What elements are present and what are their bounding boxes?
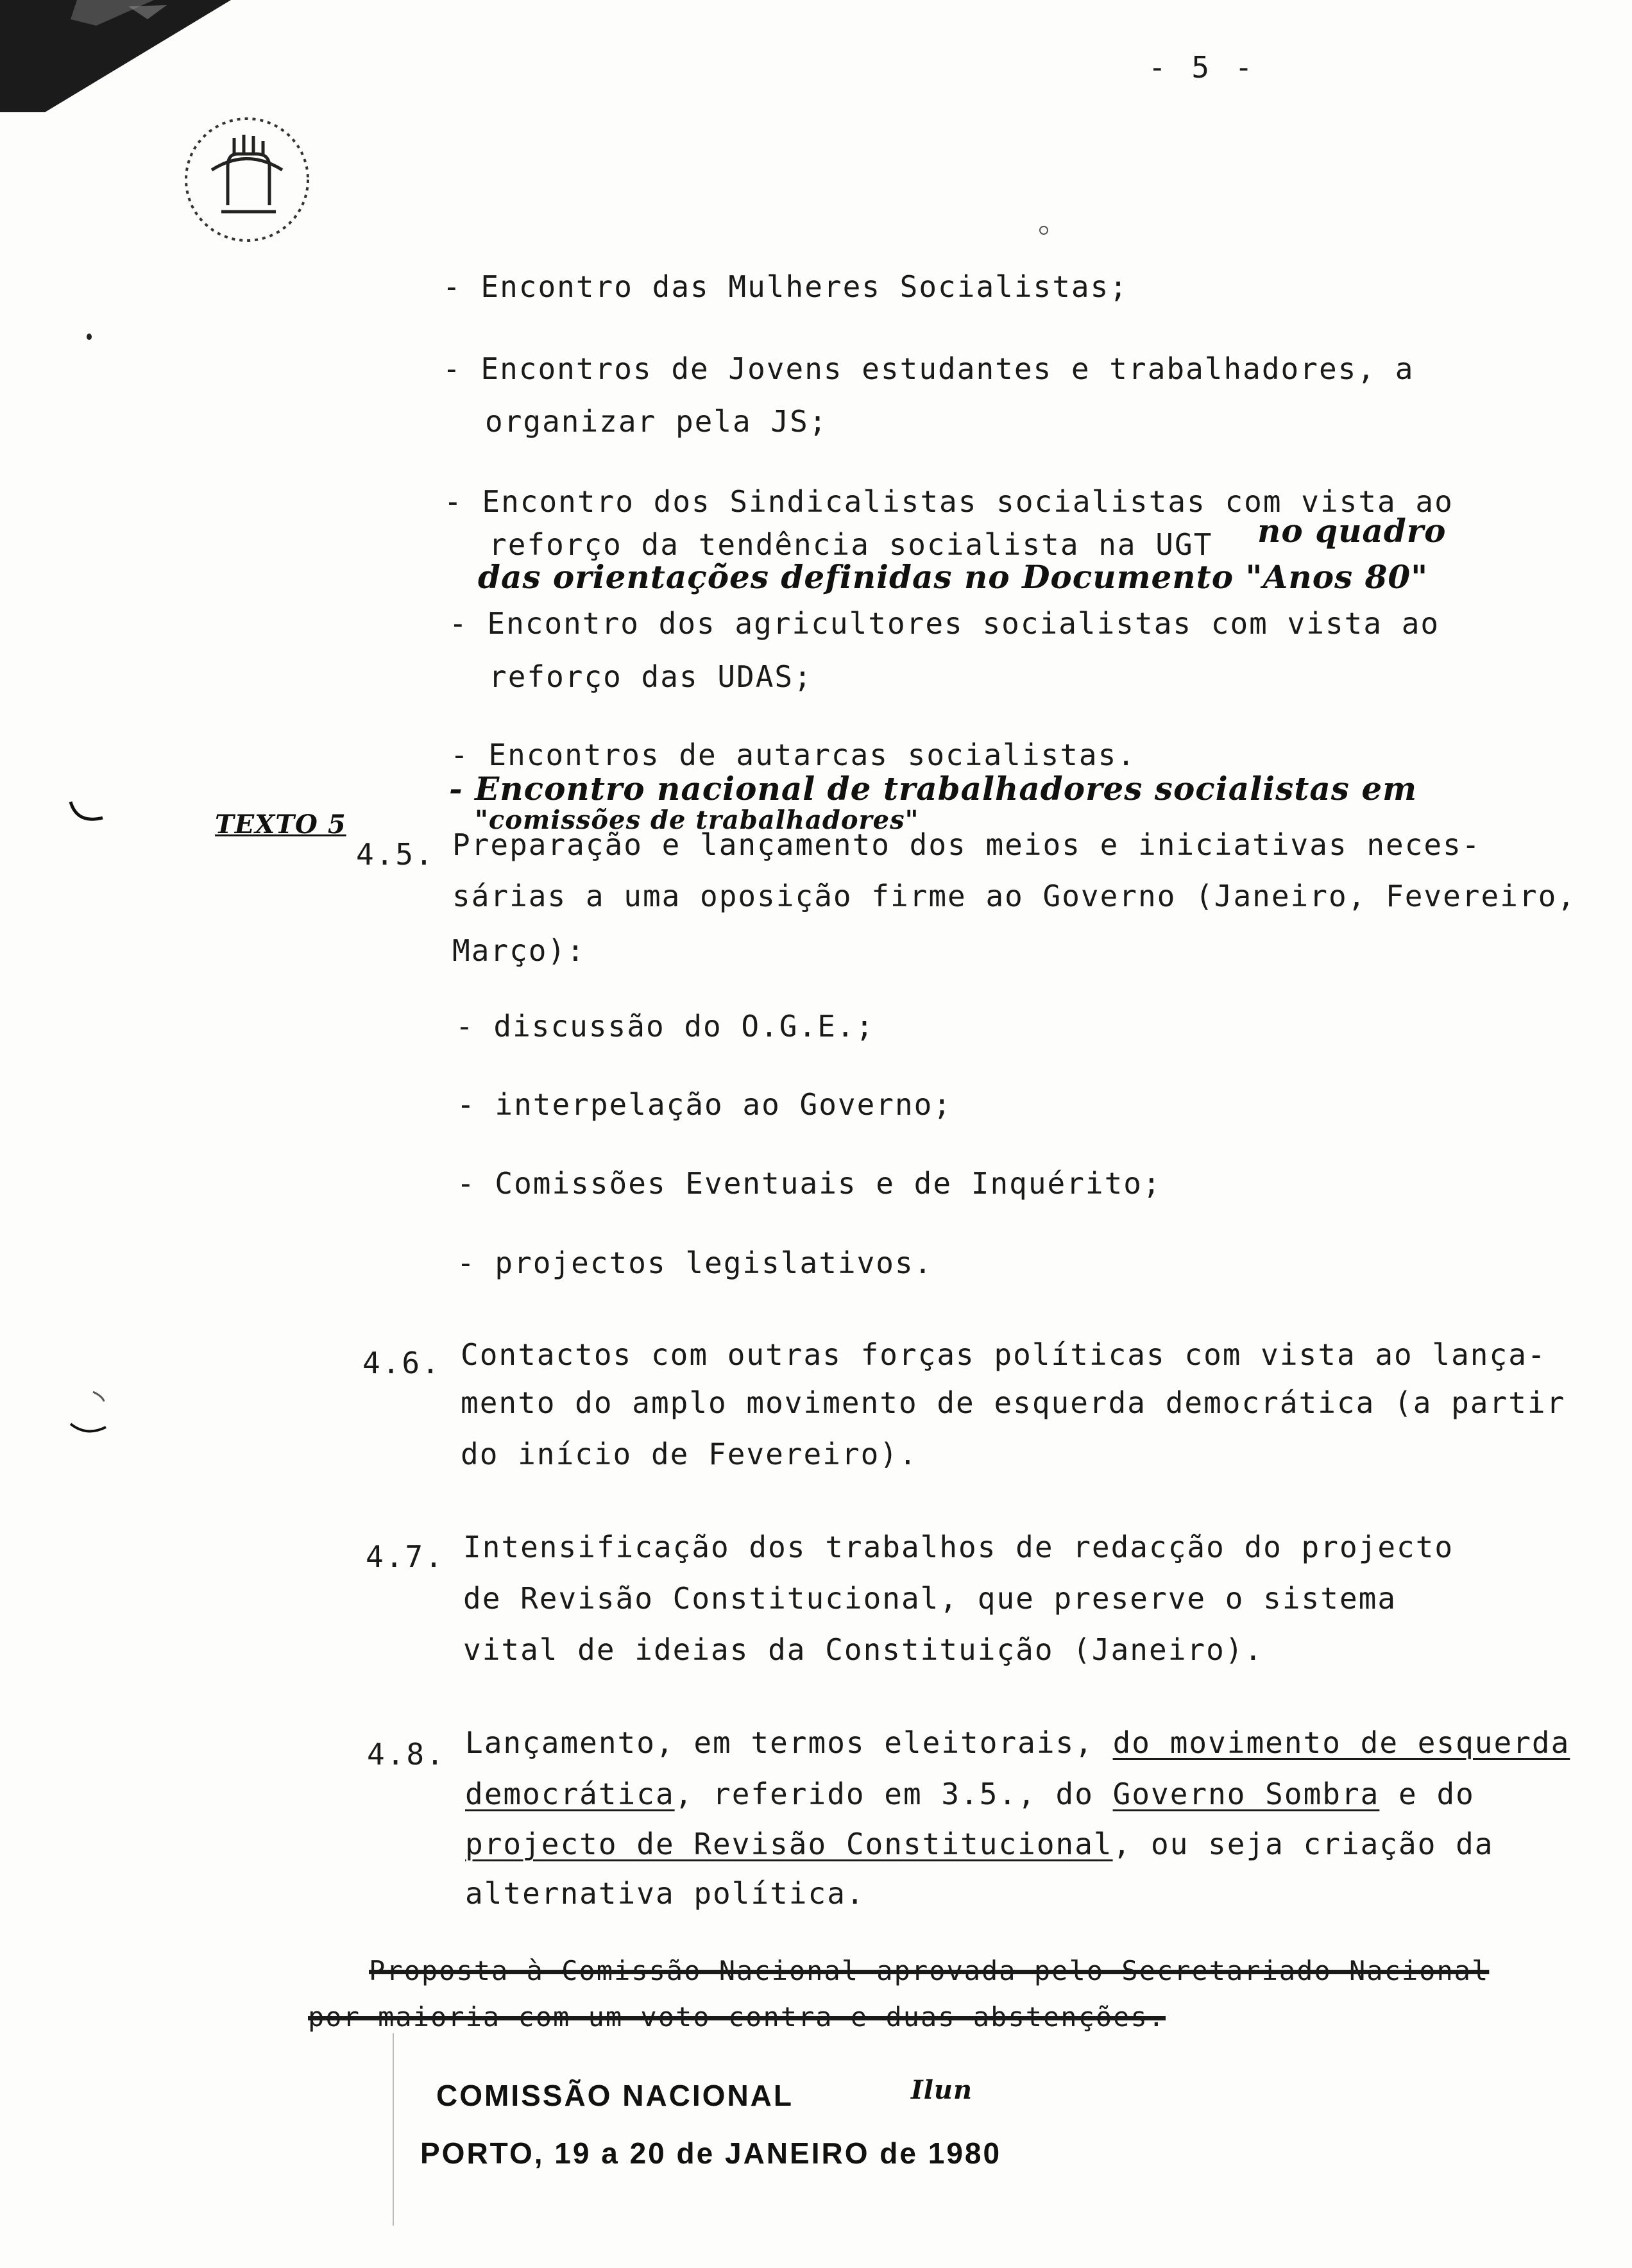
subitem-interpelacao: - interpelação ao Governo;: [457, 1087, 953, 1122]
item-jovens: - Encontros de Jovens estudantes e trabalhadores, a: [443, 351, 1415, 386]
section-number-4-8: 4.8.: [367, 1737, 446, 1772]
page-number: - 5 -: [1148, 50, 1257, 85]
section-4-8-line: [465, 1725, 1570, 1760]
stray-mark: [87, 334, 92, 340]
footer-place-date: PORTO, 19 a 20 de JANEIRO de 1980: [420, 2137, 1002, 2170]
section-4-5-line: Março):: [452, 933, 586, 968]
underlined-text: projecto de Revisão Constitucional: [465, 1827, 1113, 1861]
section-number-4-6: 4.6.: [362, 1346, 441, 1380]
struck-approval-line: por maioria com um voto contra e duas abstenções.: [308, 2001, 1166, 2033]
section-4-5-line: Preparação e lançamento dos meios e iniciativas neces-: [452, 827, 1481, 862]
scan-corner-shadow: [0, 0, 231, 112]
handwritten-addition: no quadro: [1257, 512, 1447, 550]
underlined-text: do movimento de esquerda: [1112, 1725, 1570, 1760]
signature: Ilun: [911, 2075, 973, 2105]
handwritten-new-item: - Encontro nacional de trabalhadores socialistas em: [449, 770, 1418, 808]
section-4-6-line: do início de Fevereiro).: [461, 1437, 918, 1471]
stray-mark: [1039, 226, 1048, 235]
section-4-7-line: de Revisão Constitucional, que preserve o sistema: [463, 1581, 1397, 1616]
subitem-projectos: - projectos legislativos.: [457, 1246, 933, 1280]
struck-approval-line: Proposta à Comissão Nacional aprovada pelo Secretariado Nacional: [369, 1955, 1490, 1986]
handwritten-addition: das orientações definidas no Documento "Anos 80": [478, 558, 1429, 596]
item-sindicalistas-cont: reforço da tendência socialista na UGT: [489, 527, 1213, 562]
item-agricultores: - Encontro dos agricultores socialistas com vista ao: [449, 606, 1440, 641]
party-emblem-icon: [173, 109, 321, 250]
handwritten-new-item-cont: "comissões de trabalhadores": [475, 805, 919, 835]
item-autarcas: - Encontros de autarcas socialistas.: [450, 738, 1136, 772]
footer-body: COMISSÃO NACIONAL: [436, 2079, 794, 2112]
text: Lançamento, em termos eleitorais,: [465, 1725, 1113, 1760]
text: , referido em 3.5., do: [674, 1777, 1113, 1811]
text: , ou seja criação da: [1112, 1827, 1494, 1861]
text: e do: [1379, 1777, 1475, 1811]
subitem-comissoes: - Comissões Eventuais e de Inquérito;: [457, 1166, 1162, 1201]
section-4-6-line: Contactos com outras forças políticas com vista ao lança-: [461, 1337, 1547, 1372]
section-4-8-line: [465, 1827, 1494, 1861]
underlined-text: democrática: [465, 1777, 675, 1811]
section-4-5-line: sárias a uma oposição firme ao Governo (Janeiro, Fevereiro,: [452, 879, 1576, 913]
section-4-6-line: mento do amplo movimento de esquerda democrática (a partir: [461, 1385, 1566, 1420]
fold-line: [393, 2033, 394, 2226]
margin-mark: [64, 799, 109, 831]
item-mulheres: - Encontro das Mulheres Socialistas;: [443, 269, 1128, 304]
item-sindicalistas: - Encontro dos Sindicalistas socialistas com vista ao: [444, 484, 1454, 519]
section-4-8-line: alternativa política.: [465, 1876, 865, 1911]
section-4-8-line: [465, 1777, 1475, 1811]
subitem-oge: - discussão do O.G.E.;: [455, 1009, 875, 1044]
margin-mark: [64, 1389, 115, 1440]
margin-label-texto5: TEXTO 5: [215, 809, 346, 840]
item-jovens-cont: organizar pela JS;: [485, 404, 828, 439]
section-number-4-7: 4.7.: [366, 1539, 445, 1574]
underlined-text: Governo Sombra: [1112, 1777, 1380, 1811]
section-4-7-line: Intensificação dos trabalhos de redacção do projecto: [463, 1530, 1454, 1564]
item-agricultores-cont: reforço das UDAS;: [489, 659, 813, 694]
section-number-4-5: 4.5.: [356, 837, 435, 872]
section-4-7-line: vital de ideias da Constituição (Janeiro).: [463, 1632, 1264, 1667]
